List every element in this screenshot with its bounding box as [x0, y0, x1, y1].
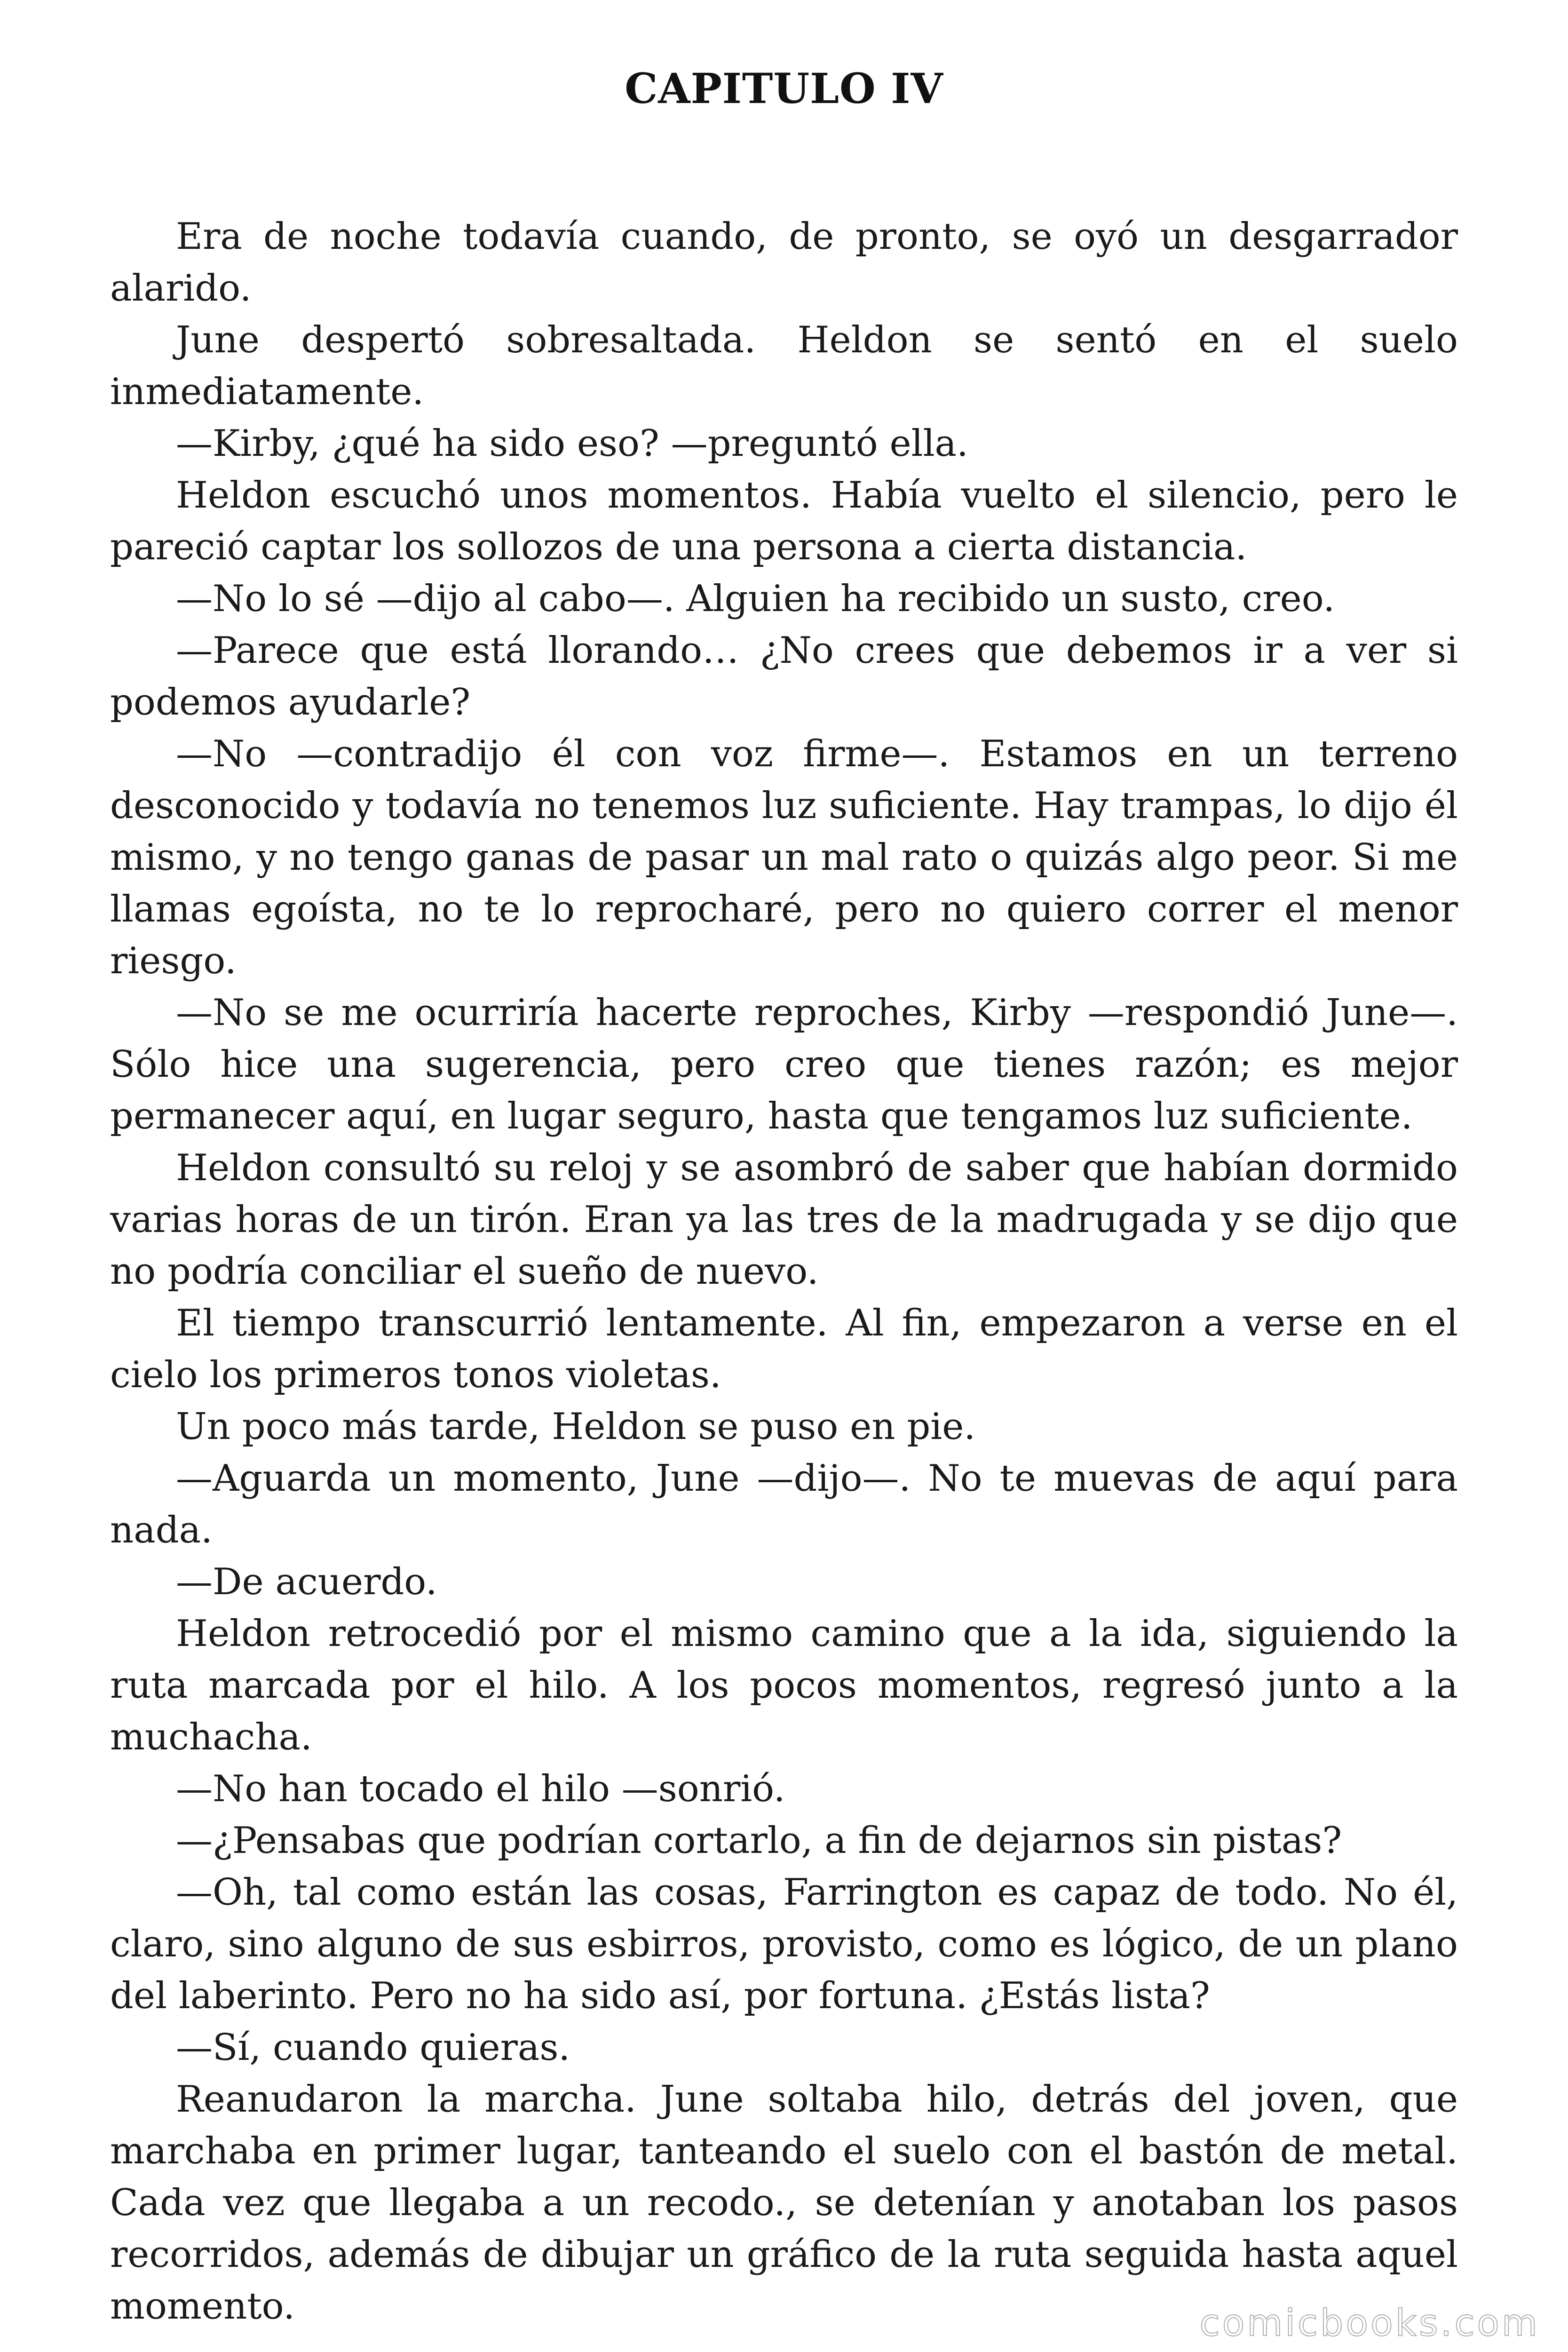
paragraph: —No se me ocurriría hacerte reproches, Kirby —respondió June—. Sólo hice una sugerencia, pero creo que tienes razón; es mejor permanecer aquí, en lugar seguro, hasta que tengamos luz suficiente.: [110, 992, 1458, 1137]
paragraph: —Parece que está llorando… ¿No crees que debemos ir a ver si podemos ayudarle?: [110, 629, 1458, 723]
paragraph: —De acuerdo.: [176, 1561, 437, 1603]
paragraph: —No —contradijo él con voz firme—. Estamos en un terreno desconocido y todavía no tenemos luz suficiente. Hay trampas, lo dijo él mismo, y no tengo ganas de pasar un mal rato o quizás algo peor. Si me llamas egoísta, no te lo reprocharé, pero no quiero correr el menor riesgo.: [110, 733, 1458, 982]
paragraph: —Oh, tal como están las cosas, Farrington es capaz de todo. No él, claro, sino alguno de sus esbirros, provisto, como es lógico, de un plano del laberinto. Pero no ha sido así, por fortuna. ¿Estás lista?: [110, 1871, 1458, 2017]
paragraph: —Kirby, ¿qué ha sido eso? —preguntó ella.: [176, 422, 968, 465]
paragraph: El tiempo transcurrió lentamente. Al fin, empezaron a verse en el cielo los primeros tonos violetas.: [110, 1302, 1458, 1396]
paragraph: Heldon consultó su reloj y se asombró de saber que habían dormido varias horas de un tirón. Eran ya las tres de la madrugada y se dijo que no podría conciliar el sueño de nuevo.: [110, 1147, 1458, 1293]
paragraph: —Aguarda un momento, June —dijo—. No te muevas de aquí para nada.: [110, 1457, 1458, 1551]
paragraph: —No han tocado el hilo —sonrió.: [176, 1768, 785, 1810]
paragraph: Heldon retrocedió por el mismo camino que a la ida, siguiendo la ruta marcada por el hilo. A los pocos momentos, regresó junto a la muchacha.: [110, 1613, 1458, 1758]
paragraph: Reanudaron la marcha. June soltaba hilo, detrás del joven, que marchaba en primer lugar, tanteando el suelo con el bastón de metal. Cada vez que llegaba a un recodo., se detenían y anotaban los pasos recorridos, además de dibujar un gráfico de la ruta seguida hasta aquel momento.: [110, 2078, 1458, 2328]
watermark: comicbooks.com: [1199, 2302, 1540, 2344]
paragraph: Era de noche todavía cuando, de pronto, se oyó un desgarrador alarido.: [110, 215, 1458, 310]
paragraph: June despertó sobresaltada. Heldon se sentó en el suelo inmediatamente.: [110, 319, 1458, 413]
paragraph: Un poco más tarde, Heldon se puso en pie.: [176, 1406, 976, 1448]
paragraph: —¿Pensabas que podrían cortarlo, a fin de dejarnos sin pistas?: [176, 1820, 1342, 1862]
text-body: [110, 211, 1458, 2332]
paragraph: —No lo sé —dijo al cabo—. Alguien ha recibido un susto, creo.: [176, 578, 1335, 620]
paragraph: —Sí, cuando quieras.: [176, 2026, 570, 2069]
chapter-title: CAPITULO IV: [625, 64, 943, 113]
paragraph: Heldon escuchó unos momentos. Había vuelto el silencio, pero le pareció captar los sollozos de una persona a cierta distancia.: [110, 474, 1458, 568]
